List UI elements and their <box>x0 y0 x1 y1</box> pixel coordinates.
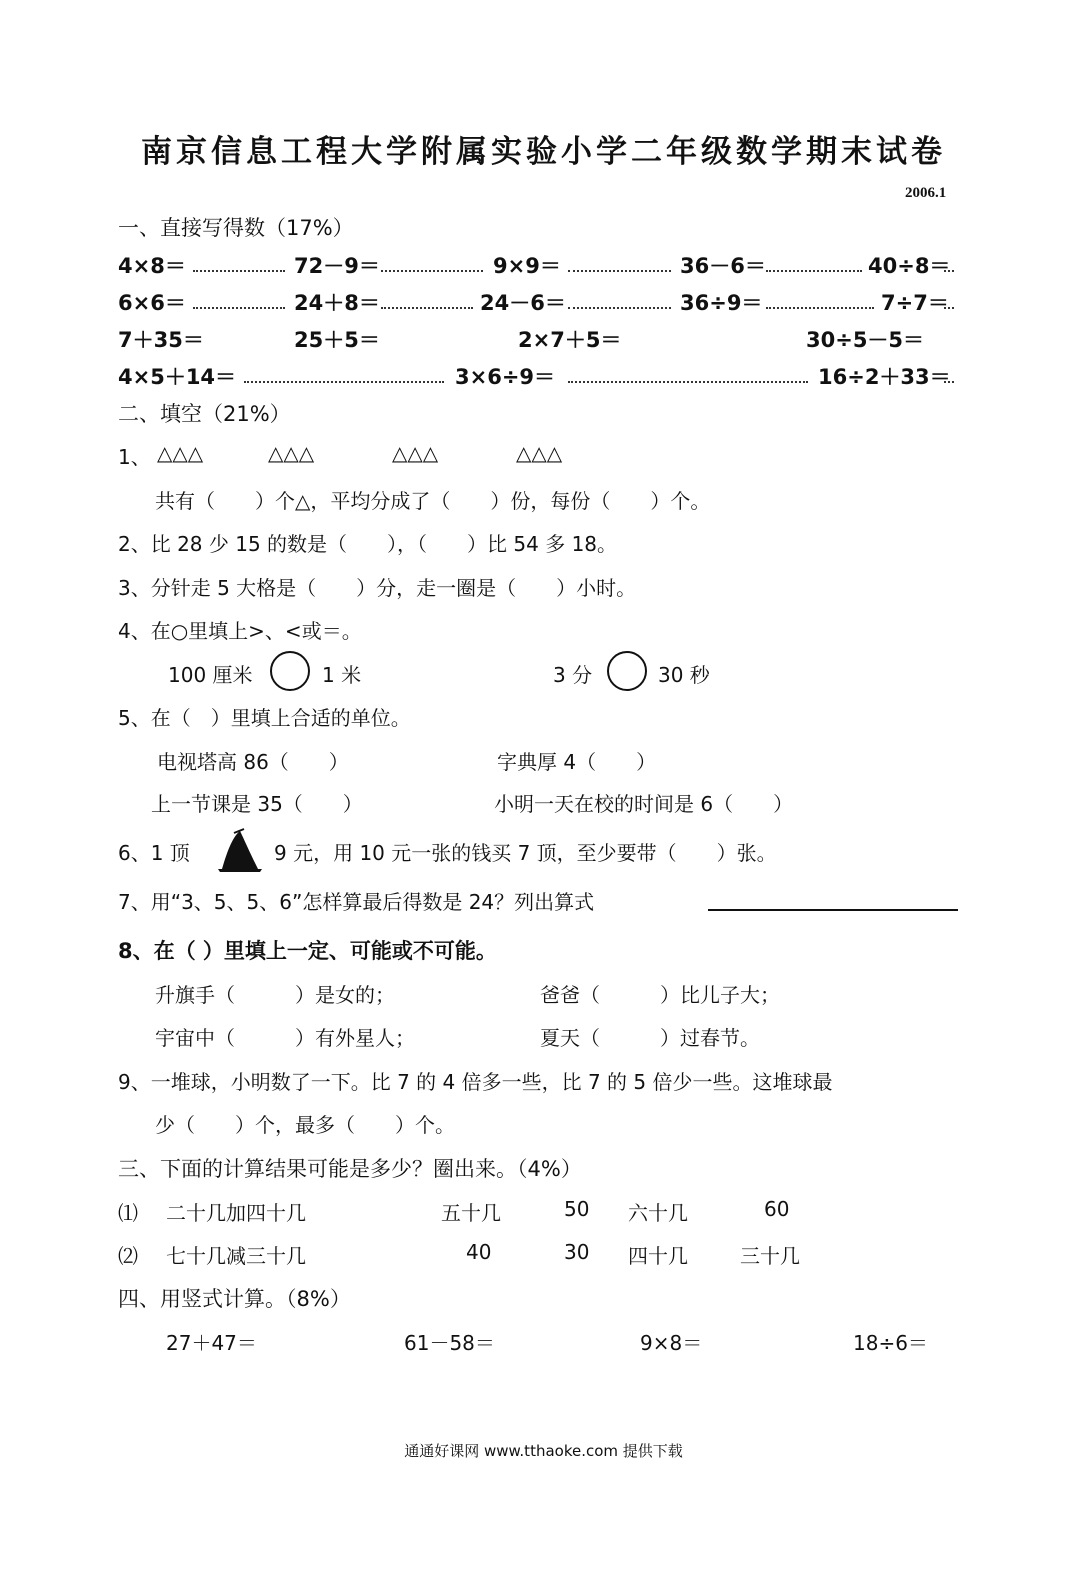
compare-circle[interactable] <box>607 651 647 691</box>
question-9-line1: 9、一堆球，小明数了一下。比 7 的 4 倍多一些，比 7 的 5 倍少一些。这堆球最 <box>118 1070 833 1094</box>
question-8c: 宇宙中（ ）有外星人； <box>155 1026 415 1050</box>
vertical-calc-item: 18÷6＝ <box>853 1331 928 1355</box>
question-3: 3、分针走 5 大格是（ ）分，走一圈是（ ）小时。 <box>118 576 637 600</box>
triangle-group: △△△ <box>268 441 315 465</box>
answer-option[interactable]: 三十几 <box>740 1244 800 1268</box>
triangle-group: △△△ <box>516 441 563 465</box>
section-4-heading: 四、用竖式计算。（8%） <box>118 1287 351 1311</box>
calc-item: 40÷8＝ <box>868 254 951 278</box>
answer-dots[interactable] <box>944 270 954 272</box>
section-2-heading: 二、填空（21%） <box>118 402 291 426</box>
vertical-calc-item: 61－58＝ <box>404 1331 495 1355</box>
answer-dots[interactable] <box>193 270 285 272</box>
question-1-label: 1、 <box>118 445 151 469</box>
calc-item: 9×9＝ <box>493 254 561 278</box>
calc-item: 30÷5－5＝ <box>806 328 925 352</box>
question-5c: 上一节课是 35（ ） <box>151 792 363 816</box>
hat-icon <box>212 827 268 873</box>
answer-option[interactable]: 五十几 <box>441 1201 501 1225</box>
answer-dots[interactable] <box>244 381 444 383</box>
question-6-right: 9 元，用 10 元一张的钱买 7 顶，至少要带（ ）张。 <box>274 841 777 865</box>
question-9-line2: 少（ ）个，最多（ ）个。 <box>155 1113 455 1137</box>
calc-item: 4×8＝ <box>118 254 186 278</box>
calc-item: 25＋5＝ <box>294 328 380 352</box>
section-3-heading: 三、下面的计算结果可能是多少？圈出来。（4%） <box>118 1157 582 1181</box>
calc-item: 7＋35＝ <box>118 328 204 352</box>
question-6-left: 6、1 顶 <box>118 841 190 865</box>
question-2: 2、比 28 少 15 的数是（ ），（ ）比 54 多 18。 <box>118 532 618 556</box>
calc-item: 7÷7＝ <box>881 291 949 315</box>
answer-dots[interactable] <box>193 307 285 309</box>
calc-item: 24－6＝ <box>480 291 566 315</box>
vertical-calc-item: 27＋47＝ <box>166 1331 257 1355</box>
answer-option[interactable]: 四十几 <box>628 1244 688 1268</box>
compare-right: 1 米 <box>322 663 362 687</box>
answer-dots[interactable] <box>568 270 671 272</box>
triangle-group: △△△ <box>392 441 439 465</box>
compare-left: 100 厘米 <box>168 663 253 687</box>
answer-option[interactable]: 40 <box>466 1240 492 1264</box>
calc-item: 24＋8＝ <box>294 291 380 315</box>
expression: 七十几减三十几 <box>166 1244 306 1268</box>
compare-circle[interactable] <box>270 651 310 691</box>
calc-item: 36÷9＝ <box>680 291 763 315</box>
question-8a: 升旗手（ ）是女的； <box>155 983 395 1007</box>
compare-left: 3 分 <box>553 663 593 687</box>
calc-item: 36－6＝ <box>680 254 766 278</box>
question-8: 8、在（ ）里填上一定、可能或不可能。 <box>118 939 497 963</box>
calc-item: 4×5＋14＝ <box>118 365 237 389</box>
question-5: 5、在（ ）里填上合适的单位。 <box>118 706 411 730</box>
row-number: ⑴ <box>118 1201 138 1225</box>
row-number: ⑵ <box>118 1244 138 1268</box>
answer-option[interactable]: 60 <box>764 1197 790 1221</box>
calc-item: 3×6÷9＝ <box>455 365 556 389</box>
answer-dots[interactable] <box>766 270 862 272</box>
exam-date: 2006.1 <box>905 185 947 201</box>
answer-dots[interactable] <box>766 307 874 309</box>
answer-option[interactable]: 50 <box>564 1197 590 1221</box>
compare-right: 30 秒 <box>658 663 710 687</box>
answer-dots[interactable] <box>944 381 954 383</box>
vertical-calc-item: 9×8＝ <box>640 1331 703 1355</box>
question-8b: 爸爸（ ）比儿子大； <box>540 983 780 1007</box>
expression: 二十几加四十几 <box>166 1201 306 1225</box>
answer-dots[interactable] <box>568 381 808 383</box>
answer-dots[interactable] <box>944 307 954 309</box>
question-5b: 字典厚 4（ ） <box>497 750 657 774</box>
calc-item: 16÷2＋33＝ <box>818 365 951 389</box>
answer-option[interactable]: 30 <box>564 1240 590 1264</box>
question-8d: 夏天（ ）过春节。 <box>540 1026 760 1050</box>
section-1-heading: 一、直接写得数（17%） <box>118 216 354 240</box>
answer-option[interactable]: 六十几 <box>628 1201 688 1225</box>
footer-credit: 通通好课网 www.tthaoke.com 提供下载 <box>404 1442 683 1460</box>
answer-line[interactable] <box>708 909 958 911</box>
calc-item: 6×6＝ <box>118 291 186 315</box>
calc-item: 72－9＝ <box>294 254 380 278</box>
answer-dots[interactable] <box>381 270 483 272</box>
triangle-group: △△△ <box>157 441 204 465</box>
question-1-text: 共有（ ）个△，平均分成了（ ）份，每份（ ）个。 <box>155 489 711 513</box>
question-4: 4、在○里填上>、<或＝。 <box>118 619 362 643</box>
question-7: 7、用“3、5、5、6”怎样算最后得数是 24？列出算式 <box>118 890 595 914</box>
answer-dots[interactable] <box>381 307 473 309</box>
calc-item: 2×7＋5＝ <box>518 328 622 352</box>
page-title: 南京信息工程大学附属实验小学二年级数学期末试卷 <box>141 134 946 170</box>
question-5a: 电视塔高 86（ ） <box>157 750 349 774</box>
question-5d: 小明一天在校的时间是 6（ ） <box>494 792 794 816</box>
answer-dots[interactable] <box>568 307 671 309</box>
